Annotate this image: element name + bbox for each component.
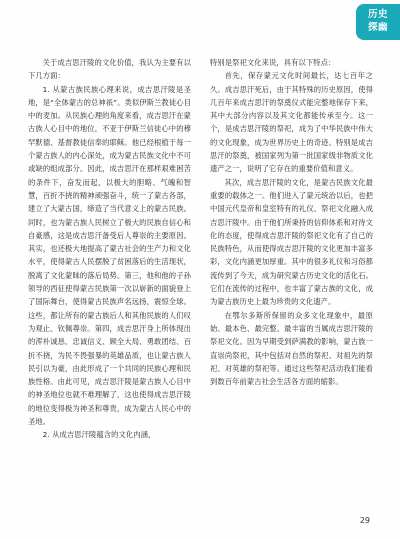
section-tag-line1: 历史 [367, 9, 388, 20]
section-tag-line2: 探幽 [367, 21, 388, 33]
paragraph: 特别是祭祀文化来说，具有以下特点： [210, 58, 336, 67]
paragraph: 1. 从蒙古族民族心理来说，成吉思汗陵是圣地，是“全体蒙古的总神祇”。类似伊斯兰教徒心目中的麦加。从民族心理的角度来看，成吉思汗在蒙古族人心目中的地位，不亚于伊斯兰信徒心中的穆罕默德、基督教徒信奉的耶稣。他已经根植于每一个蒙古族人的内心深处，成为蒙古民族文化中不可或缺的组成部分。因此，成吉思汗在那样艰难困苦的条件下，奋发而起，以极大的胆略、气魄和智慧，百折不挠的精神顽强奋斗，统一了蒙古各部，建立了大蒙古国，缔造了当代意义上的蒙古民族。同时，也为蒙古族人民树立了极大的民族自信心和自豪感，这是成吉思汗备受后人尊崇的主要原因。其实，也还极大地提高了蒙古社会的生产力和文化水平，使得蒙古人民摆脱了贫困落后的生活现状，脱离了文化蒙昧的落后局势。第三，他和他的子孙领导的西征使得蒙古民族第一次以崭新的面貌登上了国际舞台，使得蒙古民族声名远扬，震惊全球。这些，都让所有的蒙古族后人和其他民族的人们叹为观止、钦佩尊崇。第四，成吉思汗身上所体现出的浑朴诚恳、忠诚信义、顾全大局、勇敢团结、百折不挠，为民不畏强暴的英雄品质，也让蒙古族人民引以为豪，由此形成了一个共同的民族心理和民族性格。由此可见，成吉思汗陵是蒙古族人心目中的神圣地位也就不难理解了，这也使得成吉思汗陵的地位变得极为神圣和尊贵，成为蒙古人民心中的圣地。 [28, 84, 191, 427]
paragraph: 其次，成吉思汗陵的文化，是蒙古民族文化最重要的载体之一。他们进入了蒙元统治以后，也把中国元代皇帝和皇室特有的礼仪、祭祀文化融入成吉思汗陵中。由于他们所秉持的信仰体系和对待文化的态度，使得成吉思汗陵的祭祀文化有了自己的民族特色，从而使得成吉思汗陵的文化更加丰富多彩，文化内涵更加厚重。其中的很多礼仪和习俗都流传到了今天，成为研究蒙古历史文化的活化石。它们在流传的过程中，也丰富了蒙古族的文化，成为蒙古族历史上最为珍贵的文化遗产。 [210, 177, 373, 307]
paragraph: 关于成吉思汗陵的文化价值，我认为主要有以下几方面： [28, 58, 191, 81]
section-tag [356, 4, 400, 40]
left-column [28, 56, 191, 506]
paragraph: 在鄂尔多斯所保留的众多文化现象中，最原始、最本色、最完整、最丰富的当属成吉思汗陵的祭祀文化。因为早期受到萨满教的影响，蒙古族一直崇尚祭祀，其中包括对自然的祭祀、对祖先的祭祀、对英雄的祭祀等。通过这些祭祀活动我们能看到数百年前蒙古社会生活各方面的缩影。 [210, 310, 373, 387]
page-number: 29 [359, 516, 370, 525]
paragraph: 首先，保存蒙元文化时间最长，达七百年之久。成吉思汗死后，由于其特殊的历史原因，使得几百年来成吉思汗的祭奠仪式能完整地保存下来，其中大部分内容以及其文化都能传承至今。这一个，是成吉思汗陵的祭祀，成为了中华民族中伟大的文化现象，成为世界历史上的奇迹。特别是成吉思汗的祭奠，被国家列为第一批国家级非物质文化遗产之一，说明了它存在的重要价值和意义。 [210, 71, 373, 174]
right-column [210, 56, 373, 506]
paragraph: 2. 从成吉思汗陵蕴含的文化内涵， [42, 430, 156, 440]
